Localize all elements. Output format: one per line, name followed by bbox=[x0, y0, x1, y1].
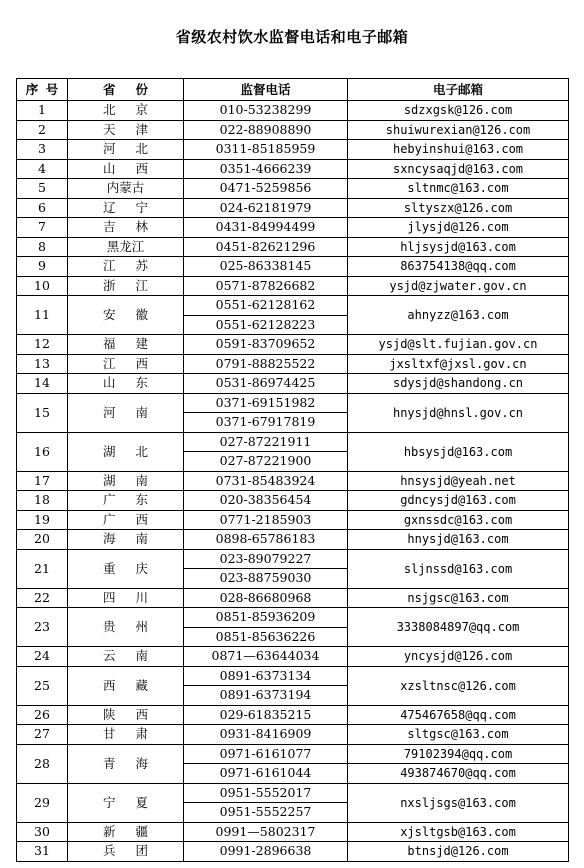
header-row bbox=[17, 79, 569, 101]
province-cell: 湖 南 bbox=[68, 471, 184, 491]
email-cell[interactable]: hnsysjd@yeah.net bbox=[348, 471, 569, 491]
province-cell: 山 东 bbox=[68, 374, 184, 394]
email-cell[interactable]: sljnssd@163.com bbox=[348, 549, 569, 588]
email-cell[interactable]: 493874670@qq.com bbox=[348, 764, 569, 784]
table-row bbox=[17, 393, 569, 413]
email-cell[interactable]: nsjgsc@163.com bbox=[348, 588, 569, 608]
row-number: 19 bbox=[17, 510, 68, 530]
email-cell[interactable]: ysjd@zjwater.gov.cn bbox=[348, 276, 569, 296]
email-cell[interactable]: sltnmc@163.com bbox=[348, 179, 569, 199]
table-row bbox=[17, 237, 569, 257]
row-number: 5 bbox=[17, 179, 68, 199]
row-number: 8 bbox=[17, 237, 68, 257]
phone-cell: 0571-87826682 bbox=[184, 276, 348, 296]
phone-cell: 0891-6373134 bbox=[184, 666, 348, 686]
row-number: 12 bbox=[17, 335, 68, 355]
table-body bbox=[17, 101, 569, 862]
header-no: 序 号 bbox=[17, 79, 68, 101]
header-phone: 监督电话 bbox=[184, 79, 348, 101]
page-title: 省级农村饮水监督电话和电子邮箱 bbox=[175, 28, 409, 46]
province-cell: 江 西 bbox=[68, 354, 184, 374]
phone-cell: 023-89079227 bbox=[184, 549, 348, 569]
row-number: 21 bbox=[17, 549, 68, 588]
table-row bbox=[17, 647, 569, 667]
phone-cell: 0871—63644034 bbox=[184, 647, 348, 667]
row-number: 7 bbox=[17, 218, 68, 238]
phone-cell: 0951-5552257 bbox=[184, 803, 348, 823]
province-cell: 贵 州 bbox=[68, 608, 184, 647]
email-cell[interactable]: ysjd@slt.fujian.gov.cn bbox=[348, 335, 569, 355]
table-row bbox=[17, 471, 569, 491]
table-row bbox=[17, 276, 569, 296]
email-cell[interactable]: ahnyzz@163.com bbox=[348, 296, 569, 335]
email-cell[interactable]: sltyszx@126.com bbox=[348, 198, 569, 218]
table-row bbox=[17, 491, 569, 511]
table-row bbox=[17, 296, 569, 316]
province-cell: 北 京 bbox=[68, 101, 184, 121]
phone-cell: 0551-62128223 bbox=[184, 315, 348, 335]
row-number: 14 bbox=[17, 374, 68, 394]
email-cell[interactable]: 3338084897@qq.com bbox=[348, 608, 569, 647]
table-row bbox=[17, 335, 569, 355]
province-cell: 广 西 bbox=[68, 510, 184, 530]
row-number: 23 bbox=[17, 608, 68, 647]
row-number: 4 bbox=[17, 159, 68, 179]
phone-cell: 0851-85936209 bbox=[184, 608, 348, 628]
table-row bbox=[17, 705, 569, 725]
province-cell: 新 疆 bbox=[68, 822, 184, 842]
province-cell: 重 庆 bbox=[68, 549, 184, 588]
email-cell[interactable]: 863754138@qq.com bbox=[348, 257, 569, 277]
province-cell: 陕 西 bbox=[68, 705, 184, 725]
email-cell[interactable]: 475467658@qq.com bbox=[348, 705, 569, 725]
row-number: 26 bbox=[17, 705, 68, 725]
email-cell[interactable]: btnsjd@126.com bbox=[348, 842, 569, 862]
email-cell[interactable]: sdysjd@shandong.cn bbox=[348, 374, 569, 394]
table-row bbox=[17, 101, 569, 121]
row-number: 22 bbox=[17, 588, 68, 608]
table-row bbox=[17, 140, 569, 160]
table-row bbox=[17, 725, 569, 745]
row-number: 27 bbox=[17, 725, 68, 745]
phone-cell: 0951-5552017 bbox=[184, 783, 348, 803]
email-cell[interactable]: gxnssdc@163.com bbox=[348, 510, 569, 530]
table-row bbox=[17, 159, 569, 179]
province-cell: 甘 肃 bbox=[68, 725, 184, 745]
province-cell: 山 西 bbox=[68, 159, 184, 179]
contact-table bbox=[16, 78, 569, 862]
table-row bbox=[17, 588, 569, 608]
email-cell[interactable]: hnysjd@163.com bbox=[348, 530, 569, 550]
phone-cell: 0971-6161077 bbox=[184, 744, 348, 764]
email-cell[interactable]: jxsltxf@jxsl.gov.cn bbox=[348, 354, 569, 374]
phone-cell: 022-88908890 bbox=[184, 120, 348, 140]
table-row bbox=[17, 510, 569, 530]
row-number: 24 bbox=[17, 647, 68, 667]
phone-cell: 0371-69151982 bbox=[184, 393, 348, 413]
header-province: 省 份 bbox=[68, 79, 184, 101]
header-email: 电子邮箱 bbox=[348, 79, 569, 101]
phone-cell: 0891-6373194 bbox=[184, 686, 348, 706]
row-number: 17 bbox=[17, 471, 68, 491]
phone-cell: 0431-84994499 bbox=[184, 218, 348, 238]
province-cell: 云 南 bbox=[68, 647, 184, 667]
phone-cell: 0991—5802317 bbox=[184, 822, 348, 842]
province-cell: 安 徽 bbox=[68, 296, 184, 335]
phone-cell: 0771-2185903 bbox=[184, 510, 348, 530]
table-row bbox=[17, 218, 569, 238]
province-cell: 四 川 bbox=[68, 588, 184, 608]
phone-cell: 0531-86974425 bbox=[184, 374, 348, 394]
table-row bbox=[17, 608, 569, 628]
table-row bbox=[17, 179, 569, 199]
province-cell: 内蒙古 bbox=[68, 179, 184, 199]
table-row bbox=[17, 432, 569, 452]
phone-cell: 0898-65786183 bbox=[184, 530, 348, 550]
table-row bbox=[17, 530, 569, 550]
row-number: 2 bbox=[17, 120, 68, 140]
province-cell: 天 津 bbox=[68, 120, 184, 140]
phone-cell: 0451-82621296 bbox=[184, 237, 348, 257]
province-cell: 吉 林 bbox=[68, 218, 184, 238]
row-number: 29 bbox=[17, 783, 68, 822]
email-cell[interactable]: xzsltnsc@126.com bbox=[348, 666, 569, 705]
phone-cell: 024-62181979 bbox=[184, 198, 348, 218]
email-cell[interactable]: nxsljsgs@163.com bbox=[348, 783, 569, 822]
email-cell[interactable]: jlysjd@126.com bbox=[348, 218, 569, 238]
row-number: 30 bbox=[17, 822, 68, 842]
phone-cell: 029-61835215 bbox=[184, 705, 348, 725]
table-row bbox=[17, 198, 569, 218]
email-cell[interactable]: 79102394@qq.com bbox=[348, 744, 569, 764]
email-cell[interactable]: xjsltgsb@163.com bbox=[348, 822, 569, 842]
phone-cell: 027-87221911 bbox=[184, 432, 348, 452]
row-number: 15 bbox=[17, 393, 68, 432]
province-cell: 青 海 bbox=[68, 744, 184, 783]
email-cell[interactable]: sdzxgsk@126.com bbox=[348, 101, 569, 121]
phone-cell: 0731-85483924 bbox=[184, 471, 348, 491]
phone-cell: 0351-4666239 bbox=[184, 159, 348, 179]
email-cell[interactable]: yncysjd@126.com bbox=[348, 647, 569, 667]
email-cell[interactable]: sxncysaqjd@163.com bbox=[348, 159, 569, 179]
row-number: 1 bbox=[17, 101, 68, 121]
phone-cell: 0791-88825522 bbox=[184, 354, 348, 374]
table-row bbox=[17, 822, 569, 842]
province-cell: 广 东 bbox=[68, 491, 184, 511]
table-row bbox=[17, 374, 569, 394]
table-row bbox=[17, 354, 569, 374]
row-number: 3 bbox=[17, 140, 68, 160]
email-cell[interactable]: gdncysjd@163.com bbox=[348, 491, 569, 511]
row-number: 20 bbox=[17, 530, 68, 550]
phone-cell: 028-86680968 bbox=[184, 588, 348, 608]
email-cell[interactable]: hbsysjd@163.com bbox=[348, 432, 569, 471]
row-number: 25 bbox=[17, 666, 68, 705]
table-row bbox=[17, 666, 569, 686]
table-row bbox=[17, 257, 569, 277]
phone-cell: 0991-2896638 bbox=[184, 842, 348, 862]
province-cell: 湖 北 bbox=[68, 432, 184, 471]
province-cell: 江 苏 bbox=[68, 257, 184, 277]
email-cell[interactable]: shuiwurexian@126.com bbox=[348, 120, 569, 140]
phone-cell: 0471-5259856 bbox=[184, 179, 348, 199]
table-row bbox=[17, 549, 569, 569]
phone-cell: 0591-83709652 bbox=[184, 335, 348, 355]
province-cell: 兵 团 bbox=[68, 842, 184, 862]
email-cell[interactable]: hljsysjd@163.com bbox=[348, 237, 569, 257]
phone-cell: 0851-85636226 bbox=[184, 627, 348, 647]
phone-cell: 0371-67917819 bbox=[184, 413, 348, 433]
province-cell: 宁 夏 bbox=[68, 783, 184, 822]
province-cell: 福 建 bbox=[68, 335, 184, 355]
row-number: 13 bbox=[17, 354, 68, 374]
row-number: 18 bbox=[17, 491, 68, 511]
table-row bbox=[17, 783, 569, 803]
province-cell: 河 南 bbox=[68, 393, 184, 432]
row-number: 31 bbox=[17, 842, 68, 862]
province-cell: 辽 宁 bbox=[68, 198, 184, 218]
province-cell: 河 北 bbox=[68, 140, 184, 160]
email-cell[interactable]: hnysjd@hnsl.gov.cn bbox=[348, 393, 569, 432]
province-cell: 浙 江 bbox=[68, 276, 184, 296]
row-number: 9 bbox=[17, 257, 68, 277]
table-row bbox=[17, 744, 569, 764]
phone-cell: 010-53238299 bbox=[184, 101, 348, 121]
row-number: 16 bbox=[17, 432, 68, 471]
phone-cell: 0971-6161044 bbox=[184, 764, 348, 784]
province-cell: 海 南 bbox=[68, 530, 184, 550]
table-row bbox=[17, 842, 569, 862]
phone-cell: 0311-85185959 bbox=[184, 140, 348, 160]
phone-cell: 0551-62128162 bbox=[184, 296, 348, 316]
row-number: 11 bbox=[17, 296, 68, 335]
row-number: 6 bbox=[17, 198, 68, 218]
email-cell[interactable]: hebyinshui@163.com bbox=[348, 140, 569, 160]
phone-cell: 023-88759030 bbox=[184, 569, 348, 589]
email-cell[interactable]: sltgsc@163.com bbox=[348, 725, 569, 745]
phone-cell: 020-38356454 bbox=[184, 491, 348, 511]
province-cell: 黑龙江 bbox=[68, 237, 184, 257]
table-row bbox=[17, 120, 569, 140]
phone-cell: 027-87221900 bbox=[184, 452, 348, 472]
row-number: 10 bbox=[17, 276, 68, 296]
phone-cell: 025-86338145 bbox=[184, 257, 348, 277]
phone-cell: 0931-8416909 bbox=[184, 725, 348, 745]
row-number: 28 bbox=[17, 744, 68, 783]
province-cell: 西 藏 bbox=[68, 666, 184, 705]
